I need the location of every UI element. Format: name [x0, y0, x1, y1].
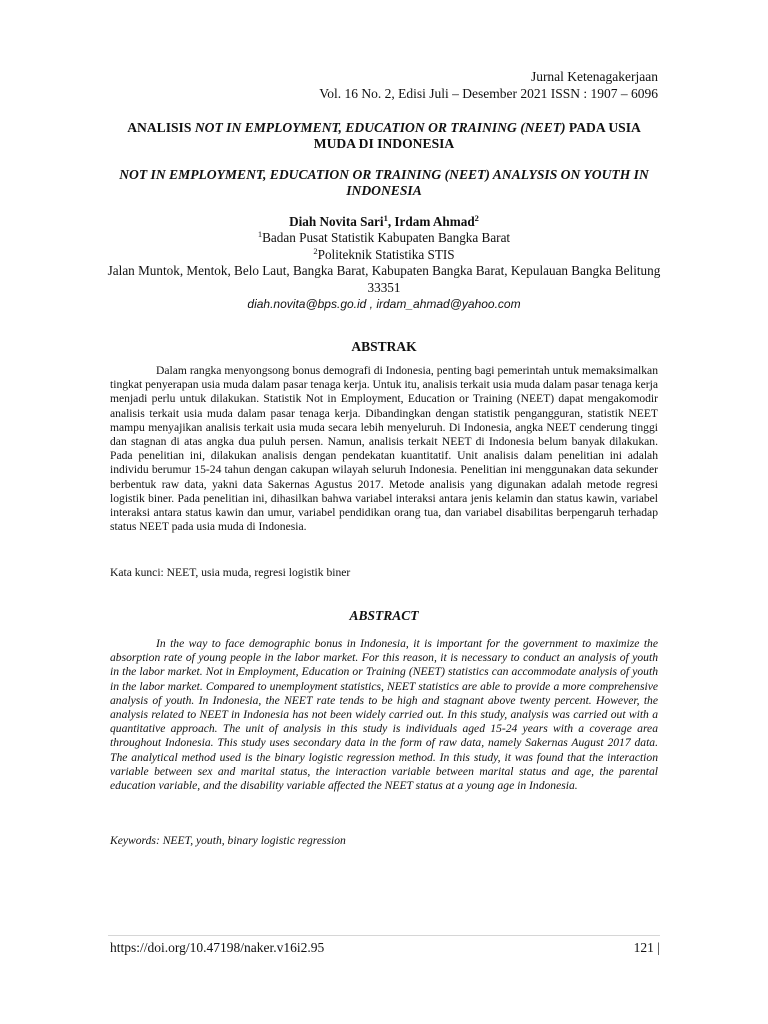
author-separator: ,: [387, 214, 395, 229]
affiliation-2: [105, 247, 663, 263]
affiliation-2-text: Politeknik Statistika STIS: [317, 246, 455, 262]
abstract-body: In the way to face demographic bonus in Indonesia, it is important for the government to maximize the absorption rate of young people in the labor market. For this reason, it is necessary to conduct an analysis of youth in the labor market. Not in Employment, Education or Training (NEET) statistics can accommodate analysis of youth in the labor market. Compared to unemployment statistics, NEET statistics are able to provide a more comprehensive analysis of youth. In Indonesia, the NEET rate tends to be high and stagnant above twenty percent. However, the analysis related to NEET in Indonesia has not been widely carried out. In this study, analysis was carried out with a quantitative approach. The unit of analysis in this study is individuals aged 15-24 years with a coverage area throughout Indonesia. This study uses secondary data in the form of raw data, namely Sakernas August 2017 data. The analytical method used is the binary logistic regression method. In this study, it was found that the interaction variable between sex and marital status, the interaction variable between marital status and age, the parental education variable, and the disability variable affected the NEET status at a young age in Indonesia.: [110, 637, 658, 793]
footer-divider: [108, 935, 660, 936]
affiliation-2-sup: 2: [313, 245, 318, 256]
abstrak-keywords: Kata kunci: NEET, usia muda, regresi logistik biner: [110, 566, 351, 579]
title-id-suffix: PADA USIA MUDA DI INDONESIA: [313, 120, 641, 151]
journal-name: Jurnal Ketenagakerjaan: [530, 69, 658, 84]
author-names: [105, 214, 663, 230]
journal-issue: Vol. 16 No. 2, Edisi Juli – Desember 2021 ISSN : 1907 – 6096: [319, 86, 658, 101]
affiliation-1-sup: 1: [257, 229, 263, 240]
abstract-keywords: Keywords: NEET, youth, binary logistic regression: [110, 834, 346, 847]
author-emails[interactable]: diah.novita@bps.go.id , irdam_ahmad@yahoo.com: [247, 297, 521, 312]
title-english: NOT IN EMPLOYMENT, EDUCATION OR TRAINING (NEET) ANALYSIS ON YOUTH IN INDONESIA: [119, 167, 649, 198]
doi-link[interactable]: https://doi.org/10.47198/naker.v16i2.95: [110, 940, 325, 955]
title-id-italic: NOT IN EMPLOYMENT, EDUCATION OR TRAINING (NEET): [194, 120, 566, 135]
affiliation-1: [105, 230, 663, 246]
author-1-name: Diah Novita Sari: [289, 214, 384, 229]
journal-header: [319, 68, 658, 102]
author-2-sup: 2: [474, 213, 479, 223]
affiliation-1-text: Badan Pusat Statistik Kabupaten Bangka Barat: [262, 230, 511, 246]
title-id-prefix: ANALISIS: [127, 120, 195, 135]
author-2-name: Irdam Ahmad: [394, 214, 475, 229]
title-indonesian: [105, 120, 663, 152]
abstract-heading: ABSTRACT: [349, 608, 419, 623]
abstrak-heading: ABSTRAK: [351, 339, 417, 354]
author-address: Jalan Muntok, Mentok, Belo Laut, Bangka Barat, Kabupaten Bangka Barat, Kepulauan Bangka Belitung 33351: [107, 263, 661, 295]
author-block: [105, 214, 663, 312]
abstrak-body: Dalam rangka menyongsong bonus demografi di Indonesia, penting bagi pemerintah untuk memaksimalkan tingkat penyerapan usia muda dalam pasar tenaga kerja. Untuk itu, analisis terkait usia muda dalam pasar tenaga kerja menjadi perlu untuk dilakukan. Statistik Not in Employment, Education or Training (NEET) dapat mengakomodir analisis terkait usia muda dalam pasar tenaga kerja. Dibandingkan dengan statistik pengangguran, statistik NEET mampu menyajikan analisis terkait usia muda secara lebih menyeluruh. Di Indonesia, angka NEET cenderung tinggi dan stagnan di atas angka dua puluh persen. Namun, analisis terkait NEET di Indonesia belum banyak dilakukan. Pada penelitian ini, dilakukan analisis dengan pendekatan kuantitatif. Unit analisis dalam penelitian ini adalah individu berumur 15-24 tahun dengan cakupan wilayah seluruh Indonesia. Penelitian ini menggunakan data sekunder berbentuk raw data, yakni data Sakernas Agustus 2017. Metode analisis yang digunakan adalah metode regresi logistik biner. Pada penelitian ini, dihasilkan bahwa variabel interaksi antara jenis kelamin dan status kawin, variabel interaksi antara status kawin dan umur, variabel pendidikan orang tua, dan variabel disabilitas berpengaruh terhadap status NEET pada usia muda di Indonesia.: [110, 364, 658, 534]
page-number: 121 |: [633, 940, 660, 955]
author-1-sup: 1: [383, 213, 388, 223]
